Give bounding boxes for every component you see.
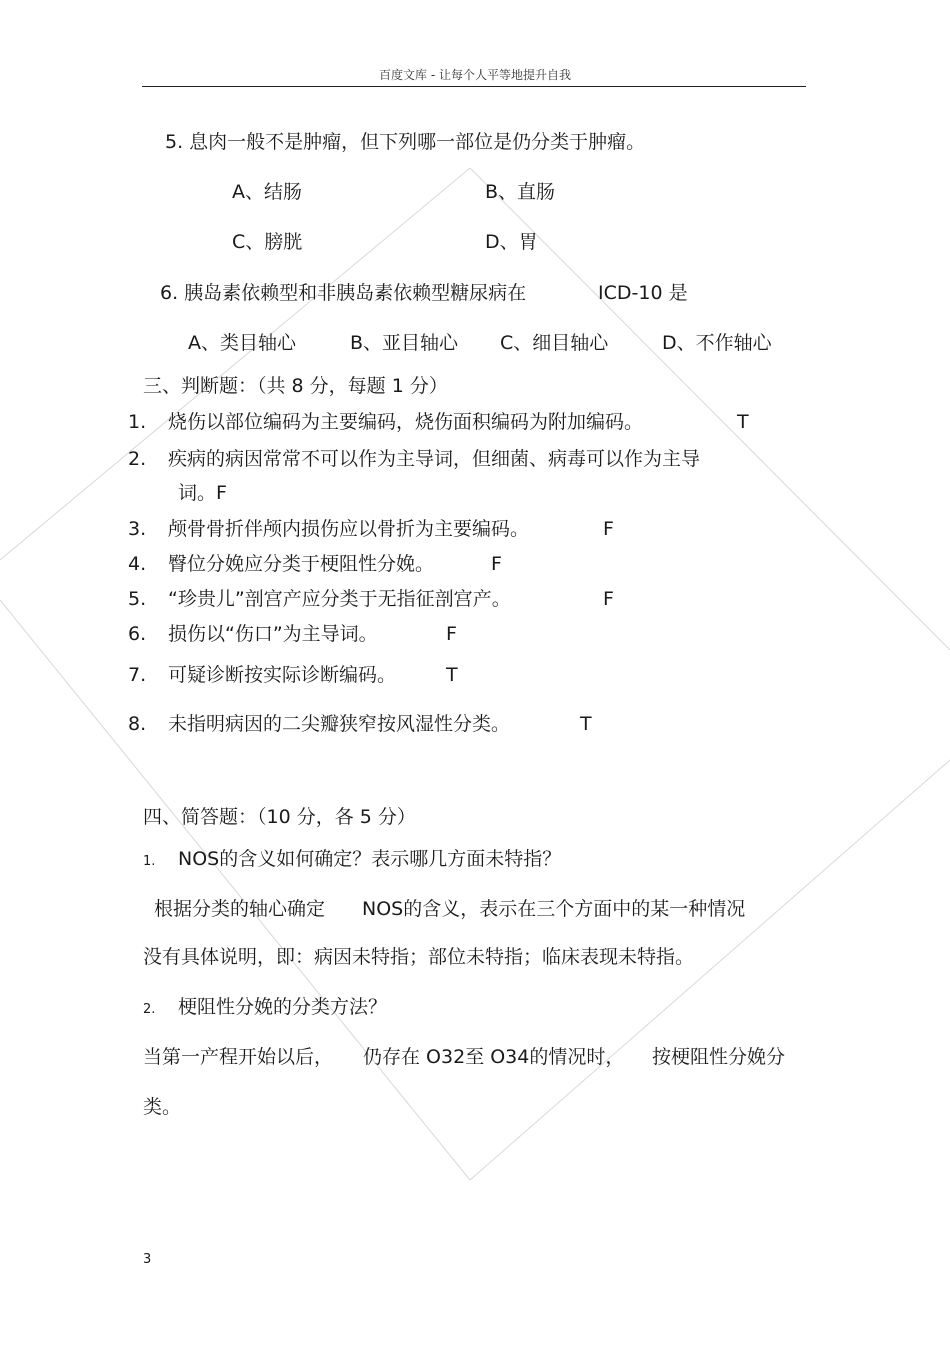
- judge-item-3: [128, 517, 529, 541]
- judge-item-8: [128, 712, 510, 736]
- short-answer-question-1: [143, 847, 561, 874]
- question-6-option-d: D、不作轴心: [662, 332, 772, 354]
- judge-item-2: [128, 447, 700, 471]
- judge-item-number: 1.: [128, 411, 147, 433]
- judge-item-6-answer: F: [446, 623, 457, 645]
- question-text: NOS的含义如何确定？表示哪几方面未特指？: [178, 848, 562, 870]
- judge-item-7-answer: T: [446, 664, 458, 686]
- question-number: 1.: [143, 854, 156, 869]
- question-6-stem: 6. 胰岛素依赖型和非胰岛素依赖型糖尿病在: [160, 282, 527, 304]
- answer-1-line-2: 没有具体说明，即：病因未特指；部位未特指；临床表现未特指。: [143, 946, 695, 968]
- question-5-option-c: C、膀胱: [232, 231, 303, 253]
- answer-1-line-1b: NOS的含义，表示在三个方面中的某一种情况: [362, 898, 746, 920]
- question-text: 梗阻性分娩的分类方法？: [178, 996, 388, 1018]
- judge-item-number: 2.: [128, 448, 147, 470]
- question-6-option-b: B、亚目轴心: [350, 332, 459, 354]
- answer-2-line-2: 类。: [143, 1096, 182, 1118]
- judge-item-4: [128, 552, 434, 576]
- short-answer-question-2: [143, 995, 387, 1022]
- question-number: 2.: [143, 1002, 156, 1017]
- question-5-option-b: B、直肠: [485, 181, 556, 203]
- judge-item-text: “珍贵儿”剖宫产应分类于无指征剖宫产。: [168, 588, 511, 610]
- judge-item-text: 损伤以“伤口”为主导词。: [168, 623, 378, 645]
- judge-item-3-answer: F: [603, 518, 614, 540]
- judge-item-text: 可疑诊断按实际诊断编码。: [168, 664, 397, 686]
- judge-item-7: [128, 663, 396, 687]
- judge-item-8-answer: T: [580, 713, 592, 735]
- judge-item-text: 未指明病因的二尖瓣狭窄按风湿性分类。: [168, 713, 511, 735]
- page-header: 百度文库 - 让每个人平等地提升自我: [379, 68, 571, 82]
- judge-item-number: 8.: [128, 713, 147, 735]
- judge-item-number: 4.: [128, 553, 147, 575]
- answer-2-part-b: 仍存在 O32至 O34的情况时，: [363, 1046, 625, 1068]
- answer-2-part-a: 当第一产程开始以后，: [143, 1046, 334, 1068]
- judge-item-text: 烧伤以部位编码为主要编码，烧伤面积编码为附加编码。: [168, 411, 644, 433]
- judge-item-5: [128, 587, 511, 611]
- judge-item-number: 6.: [128, 623, 147, 645]
- judge-item-text: 颅骨骨折伴颅内损伤应以骨折为主要编码。: [168, 518, 530, 540]
- judge-item-1-answer: T: [737, 411, 749, 433]
- section-3-title: 三、判断题：（共 8 分，每题 1 分）: [143, 375, 448, 397]
- judge-item-5-answer: F: [603, 588, 614, 610]
- judge-item-number: 5.: [128, 588, 147, 610]
- question-6-option-a: A、类目轴心: [188, 332, 296, 354]
- question-6-option-c: C、细目轴心: [500, 332, 609, 354]
- header-divider: [142, 86, 806, 87]
- question-5-stem: 5. 息肉一般不是肿瘤，但下列哪一部位是仍分类于肿瘤。: [165, 131, 646, 153]
- judge-item-4-answer: F: [491, 553, 502, 575]
- judge-item-1: [128, 410, 643, 434]
- judge-item-number: 3.: [128, 518, 147, 540]
- answer-2-part-c: 按梗阻性分娩分: [652, 1046, 786, 1068]
- question-6-stem-tail: ICD-10 是: [598, 282, 688, 304]
- judge-item-text: 臀位分娩应分类于梗阻性分娩。: [168, 553, 435, 575]
- section-4-title: 四、简答题：（10 分，各 5 分）: [143, 806, 416, 828]
- judge-item-text: 疾病的病因常常不可以作为主导词，但细菌、病毒可以作为主导: [168, 448, 701, 470]
- answer-1-line-1a: 根据分类的轴心确定: [154, 898, 326, 920]
- question-5-option-a: A、结肠: [232, 181, 302, 203]
- page-number: 3: [143, 1252, 152, 1267]
- judge-item-number: 7.: [128, 664, 147, 686]
- judge-item-6: [128, 622, 378, 646]
- judge-item-2-continued: 词。F: [178, 482, 227, 504]
- question-5-option-d: D、胃: [485, 231, 538, 253]
